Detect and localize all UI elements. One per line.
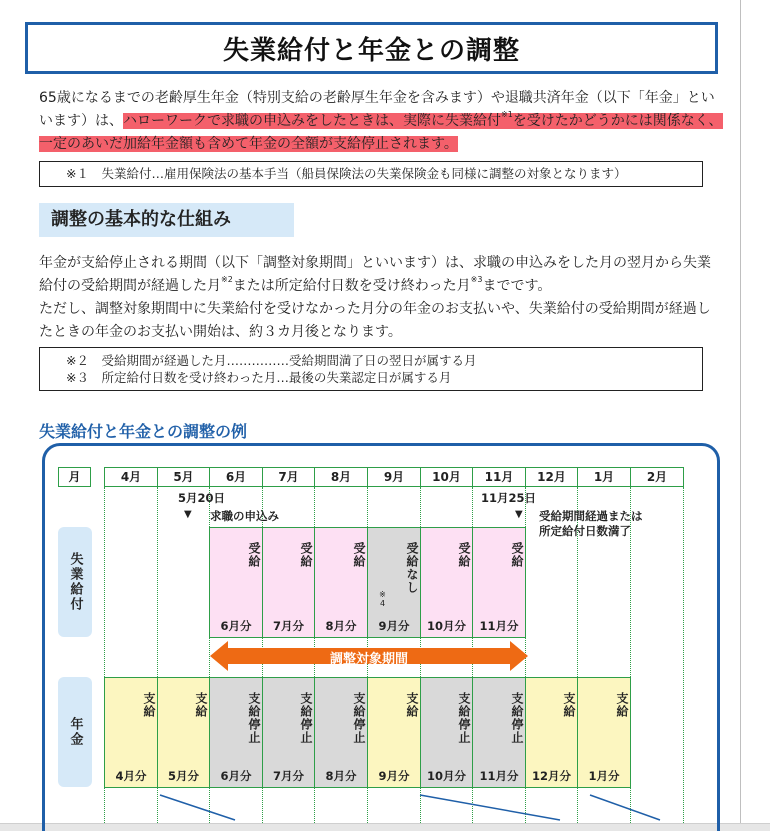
unemployment-cell-status: 受給なし [405,542,419,594]
start-date: 5月20日 [178,491,226,505]
unemployment-cell [314,527,368,638]
body-paragraph [39,252,723,344]
payment-shift-arrows [0,790,740,823]
page-title: 失業給付と年金との調整 [222,35,520,66]
pension-cell-month: 1月分 [588,769,620,783]
adjustment-period-label: 調整対象期間 [329,652,408,667]
pension-cell [367,677,421,788]
month-header-cell: 4月 [104,467,158,487]
unemployment-cell-month: 8月分 [325,619,357,633]
pension-cell-month: 10月分 [426,769,466,783]
end-event-line-1: 受給期間経過または [539,509,643,523]
intro-highlight [39,110,723,152]
intro-highlight-a: ハローワークで求職の申込みをしたときは、実際に失業給付 [123,113,501,129]
unemployment-cell [472,527,526,638]
example-heading: 失業給付と年金との調整の例 [39,422,248,441]
month-header-cell: 12月 [525,467,578,487]
pension-cell-status: 支給 [562,692,576,718]
body-line-1: 年金が支給停止される期間（以下「調整対象期間」といいます）は、求職の申込みをした月の翌月から失業給付の受給期間が経過した月 [39,255,711,294]
pension-cell-status: 支給停止 [457,692,471,744]
intro-text: 65歳になるまでの老齢厚生年金（特別支給の老齢厚生年金を含みます）や退職共済年金（以下「年金」といいます）は、 [39,90,715,129]
pension-cell-status: 支給 [194,692,208,718]
unemployment-cell-month: 7月分 [272,619,304,633]
unemployment-cell [367,527,421,638]
month-header-cell: 7月 [262,467,315,487]
unemployment-cell-status: 受給 [299,542,313,568]
pension-cell-month: 4月分 [115,769,147,783]
unemployment-cell [262,527,315,638]
pension-cell [314,677,368,788]
unemployment-cell [209,527,263,638]
shift-arrow-1 [160,795,235,820]
pension-cell-month: 8月分 [325,769,357,783]
start-event: 求職の申込み [210,509,279,523]
unemployment-cell-status: 受給 [352,542,366,568]
end-date: 11月25日 [481,491,537,505]
note-2-line: ※２ 受給期間が経過した月……………受給期間満了日の翌日が属する月 [66,353,477,368]
page-edge [740,0,741,823]
unemployment-cell-status: 受給 [457,542,471,568]
unemployment-cell-status: 受給 [247,542,261,568]
note-box-1: ※１ 失業給付…雇用保険法の基本手当（船員保険法の失業保険金も同様に調整の対象となります） [39,161,703,187]
pension-cell-status: 支給停止 [352,692,366,744]
start-marker-icon: ▼ [184,509,192,520]
month-header-cell: 1月 [577,467,631,487]
footnote-ref-3: ※3 [470,275,483,284]
month-header-cell: 8月 [314,467,368,487]
pension-cell-status: 支給 [405,692,419,718]
pension-row-label: 年金 [58,677,92,787]
page-title-box [25,22,718,74]
month-header-cell: 11月 [472,467,526,487]
unemployment-cell-month: 10月分 [426,619,466,633]
pension-cell-month: 6月分 [220,769,252,783]
pension-cell-status: 支給停止 [247,692,261,744]
month-header-cell: 10月 [420,467,473,487]
pension-cell-status: 支給停止 [299,692,313,744]
pension-cell [209,677,263,788]
month-grid-line [683,487,684,823]
intro-highlight-b: を受けたかどうかには関係なく、一定のあいだ加給年金額も含めて年金の全額が支給停止されます。 [39,113,723,152]
pension-cell [577,677,631,788]
pension-cell [157,677,210,788]
note-3-line: ※３ 所定給付日数を受け終わった月…最後の失業認定日が属する月 [66,370,452,385]
pension-cell [525,677,578,788]
month-header-cell: 2月 [630,467,684,487]
pension-cell-status: 支給停止 [510,692,524,744]
end-event-line-2: 所定給付日数満了 [539,524,631,538]
month-header-cell: 6月 [209,467,263,487]
pension-cell-status: 支給 [615,692,629,718]
pension-cell-status: 支給 [142,692,156,718]
unemployment-cell-status: 受給 [510,542,524,568]
unemployment-cell [420,527,473,638]
pension-cell [472,677,526,788]
end-marker-icon: ▼ [515,509,523,520]
unemployment-row-label: 失業給付 [58,527,92,637]
shift-arrow-2 [420,795,560,820]
body-mid: または所定給付日数を受け終わった月 [232,278,471,294]
pension-cell [262,677,315,788]
body-line-2: ただし、調整対象期間中に失業給付を受けなかった月分の年金のお支払いや、失業給付の受給期間が経過したときの年金のお支払い開始は、約３カ月後となります。 [39,301,711,340]
footnote-ref-1: ※1 [501,110,513,119]
pension-cell-month: 5月分 [167,769,199,783]
unemployment-cell-month: 6月分 [220,619,252,633]
pension-cell-month: 9月分 [378,769,410,783]
adjustment-period-arrow [210,641,528,671]
pension-cell-month: 12月分 [531,769,571,783]
shift-arrow-3 [590,795,660,820]
month-header-cell: 5月 [157,467,210,487]
note-box-2 [39,347,703,391]
pension-cell-month: 11月分 [479,769,519,783]
body-end: までです。 [482,278,552,294]
unemployment-cell-month: 11月分 [479,619,519,633]
pension-cell-month: 7月分 [272,769,304,783]
pension-cell [104,677,158,788]
footnote-ref-2: ※2 [221,275,233,284]
intro-paragraph [39,87,723,156]
pension-cell [420,677,473,788]
unemployment-cell-footnote: ※4 [378,590,387,608]
section-heading: 調整の基本的な仕組み [39,203,294,237]
unemployment-cell-month: 9月分 [378,619,410,633]
month-header-cell: 9月 [367,467,421,487]
month-header-label: 月 [58,467,91,487]
